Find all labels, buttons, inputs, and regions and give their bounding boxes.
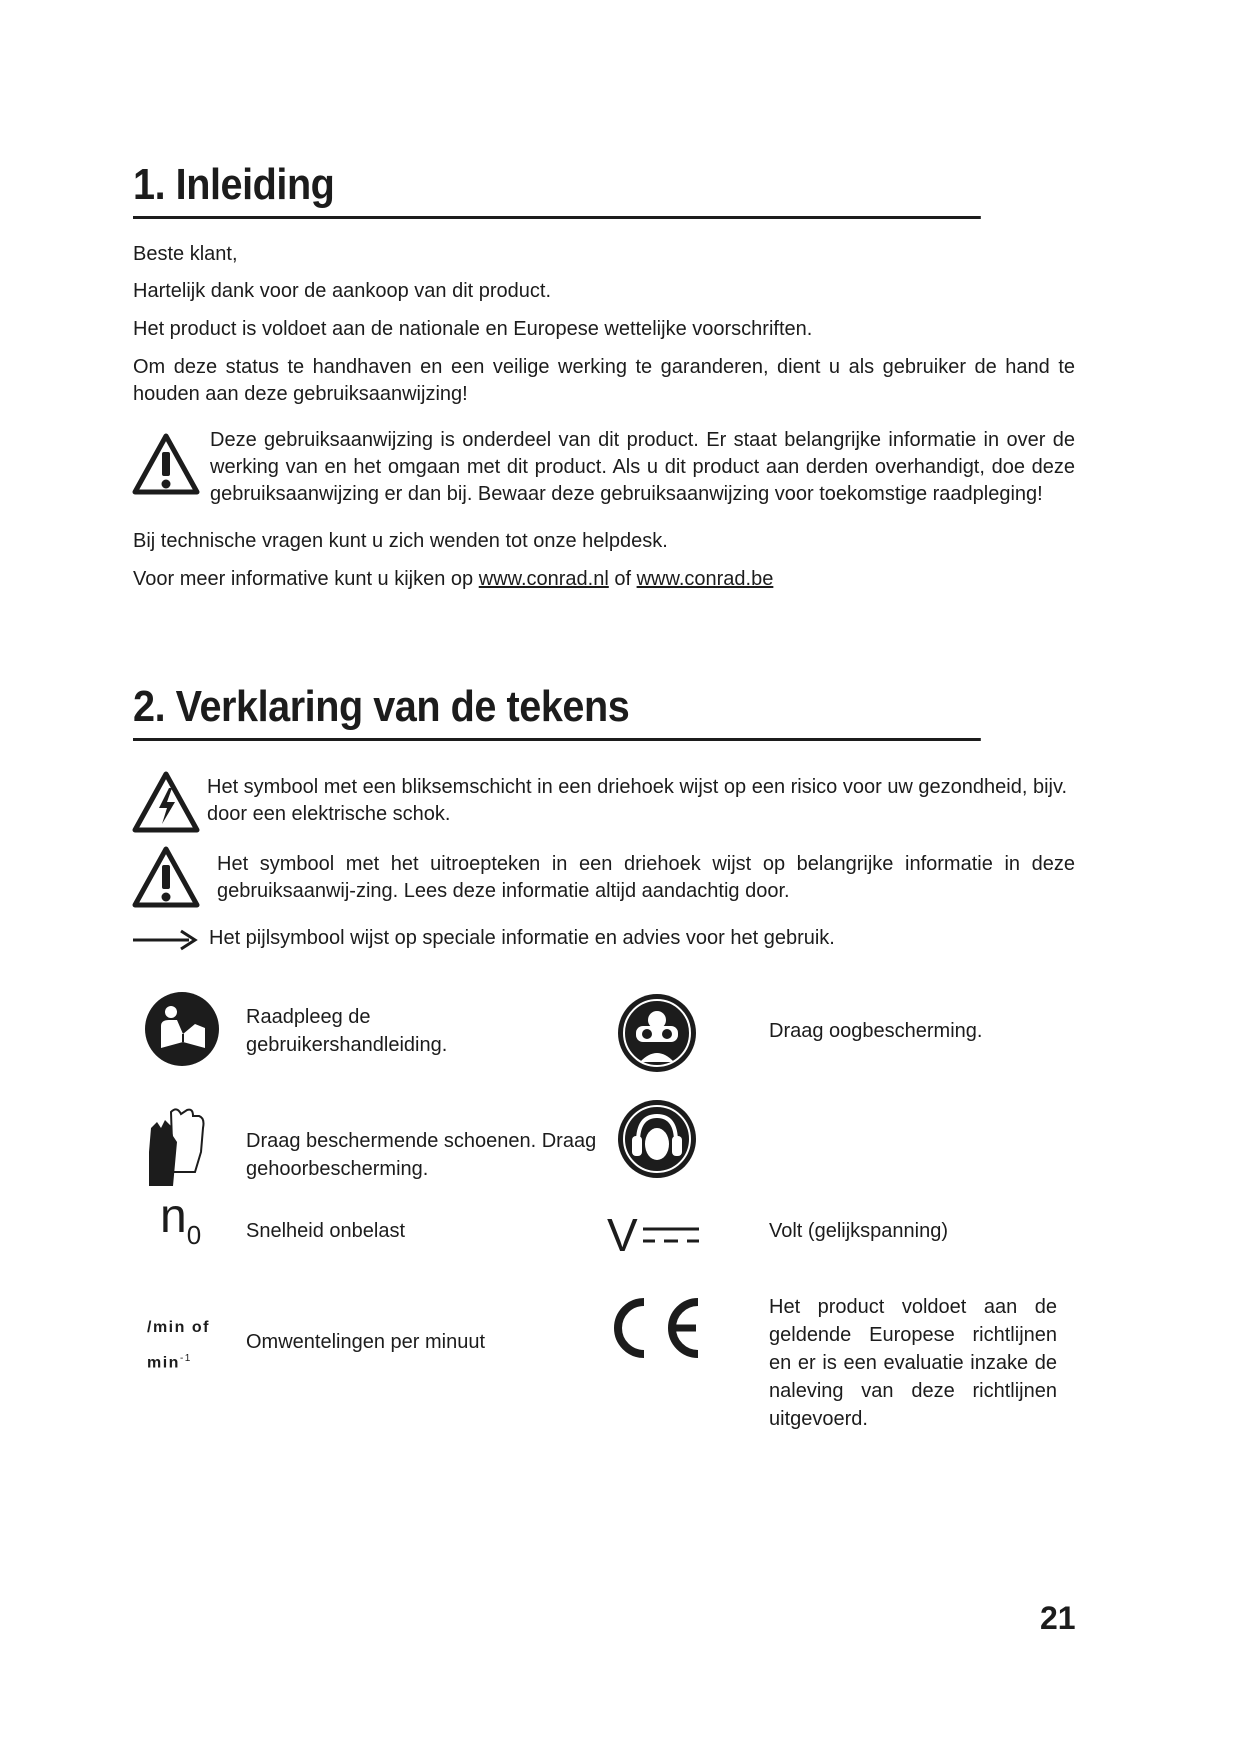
warning-triangle-icon (131, 432, 201, 496)
thanks-text: Hartelijk dank voor de aankoop van dit product. (133, 280, 552, 302)
ear-protection-icon (616, 1098, 698, 1180)
read-manual-icon (143, 990, 221, 1068)
volt-text: Volt (gelijkspanning) (769, 1220, 948, 1242)
conrad-be-link[interactable]: www.conrad.be (636, 568, 774, 590)
rpm-symbol: /min of $\min^{-1}$ (147, 1319, 210, 1372)
dc-current-icon (641, 1224, 701, 1246)
no-load-speed-symbol: $n_0$ (160, 1190, 202, 1250)
eye-protection-icon (616, 992, 698, 1074)
greeting: Beste klant, (133, 243, 238, 265)
arrow-right-icon (131, 927, 199, 953)
compliance-text: Het product is voldoet aan de nationale en Europese wettelijke voorschriften. (133, 318, 813, 340)
lightning-text: Het symbool met een bliksemschicht in een driehoek wijst op een risico voor uw gezondheid, bijv. door een elektrische schok. (207, 776, 1068, 825)
manual-text: Raadpleeg de gebruikershandleiding. (246, 1006, 448, 1056)
volt-dc-symbol: V (607, 1212, 707, 1262)
exclamation-text: Het symbool met het uitroepteken in een driehoek wijst op belangrijke informatie in deze gebruiksaanwij-zing. Lees deze informatie altijd aandachtig door. (217, 853, 1075, 902)
page-number: 21 (1040, 1600, 1076, 1636)
conrad-nl-link[interactable]: www.conrad.nl (478, 568, 609, 590)
protective-gloves-icon (143, 1102, 213, 1190)
goggles-text: Draag oogbescherming. (769, 1020, 983, 1042)
section-1-heading: 1. Inleiding (133, 160, 981, 219)
helpdesk-text: Bij technische vragen kunt u zich wenden tot onze helpdesk. (133, 530, 668, 552)
gloves-ear-text: Draag beschermende schoenen. Draag gehoorbescherming. (246, 1130, 597, 1180)
exclamation-triangle-icon (131, 845, 201, 909)
rpm-text: Omwentelingen per minuut (246, 1331, 486, 1353)
ce-mark-icon (600, 1292, 704, 1364)
n0-text: Snelheid onbelast (246, 1220, 406, 1242)
info-line: Voor meer informative kunt u kijken op www.conrad.nl of www.conrad.be (133, 568, 774, 590)
lightning-triangle-icon (131, 770, 201, 834)
ce-text: Het product voldoet aan de geldende Europese richtlijnen en er is een evaluatie inzake de naleving van deze richtlijnen uitgevoerd. (769, 1296, 1057, 1430)
status-text: Om deze status te handhaven en een veilige werking te garanderen, dient u als gebruiker de hand te houden aan deze gebruiksaanwijzing! (133, 356, 1075, 405)
warning-note: Deze gebruiksaanwijzing is onderdeel van dit product. Er staat belangrijke informatie in over de werking van en het omgaan met dit product. Als u dit product aan derden overhandigt, doe deze gebruiksaanwijzing er dan bij. Bewaar deze gebruiksaanwijzing voor toekomstige raadpleging! (210, 429, 1075, 505)
arrow-text: Het pijlsymbool wijst op speciale informatie en advies voor het gebruik. (209, 927, 835, 949)
section-2-heading: 2. Verklaring van de tekens (133, 682, 981, 741)
